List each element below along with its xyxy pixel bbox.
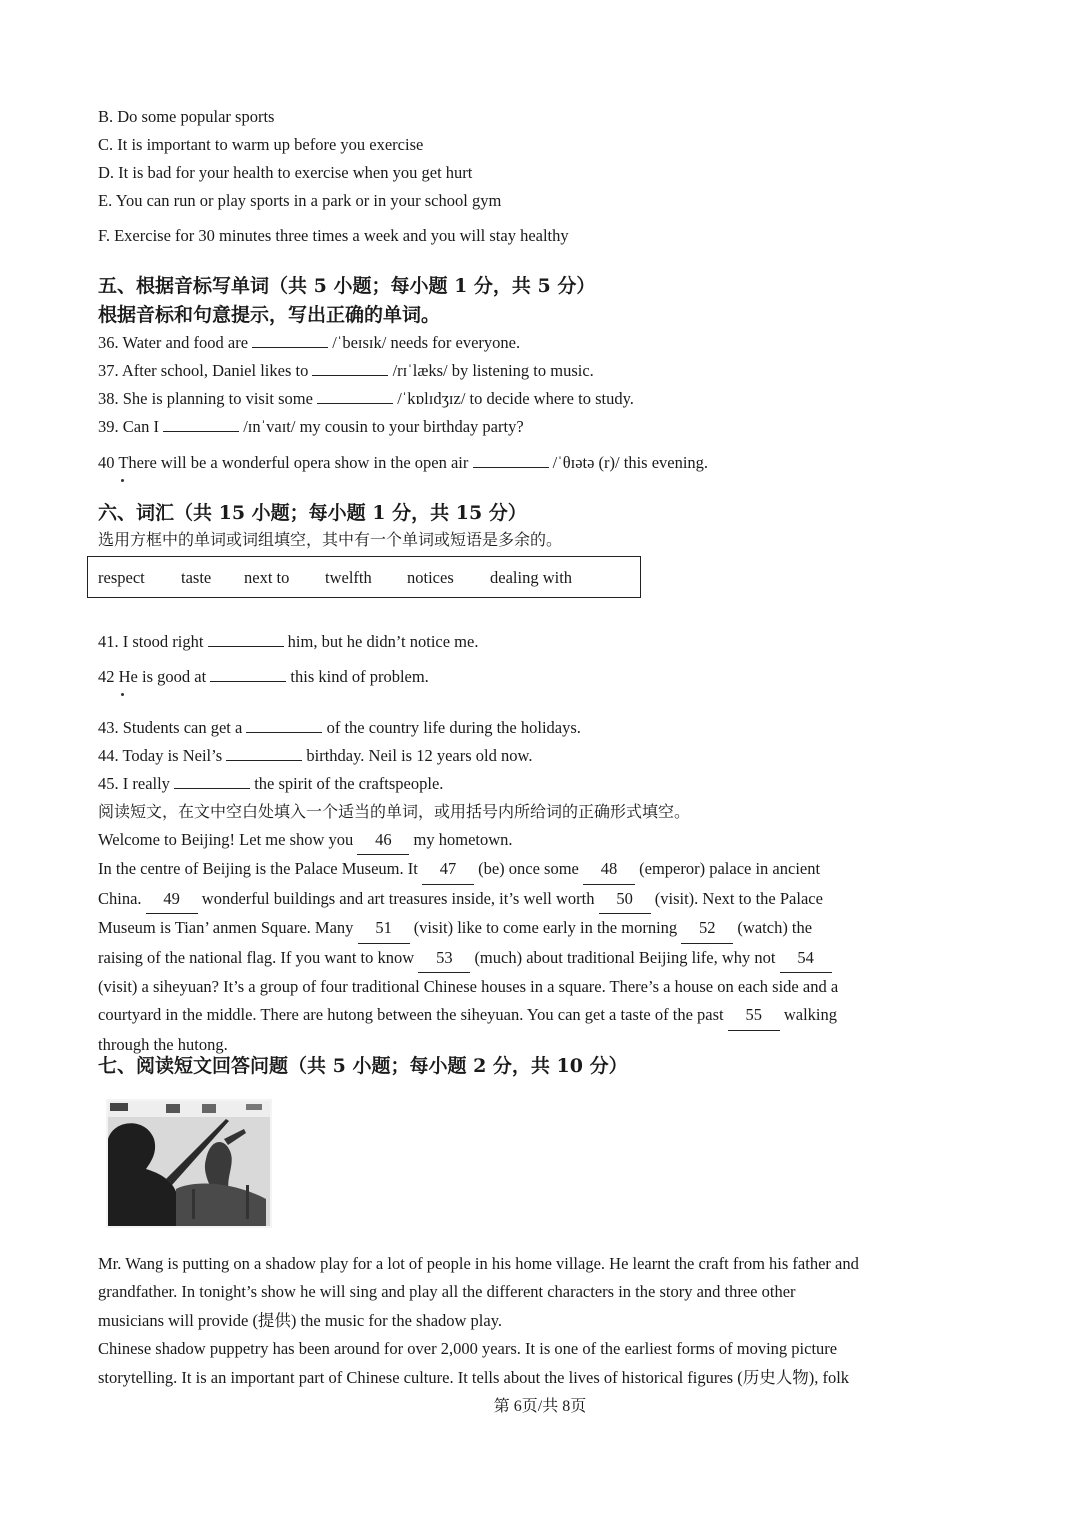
section6-heading: 六、词汇（共 15 小题；每小题 1 分，共 15 分） <box>98 502 527 524</box>
question-43: 43. Students can get a of the country life during the holidays. <box>98 718 581 737</box>
word-bank-item: twelfth <box>325 568 372 587</box>
blank-55[interactable]: 55 <box>728 1001 780 1030</box>
word-bank-box <box>87 556 641 598</box>
section7-heading: 七、阅读短文回答问题（共 5 小题；每小题 2 分，共 10 分） <box>98 1055 628 1077</box>
answer-blank-40[interactable] <box>473 453 549 468</box>
blank-47[interactable]: 47 <box>422 855 474 884</box>
dot-mark <box>121 479 124 482</box>
question-44: 44. Today is Neil’s birthday. Neil is 12 years old now. <box>98 746 533 765</box>
word-bank-item: dealing with <box>490 568 573 587</box>
option-b: B. Do some popular sports <box>98 107 275 126</box>
question-37: 37. After school, Daniel likes to /rɪˈlæks/ by listening to music. <box>98 361 594 380</box>
option-c: C. It is important to warm up before you exercise <box>98 135 424 154</box>
answer-blank-43[interactable] <box>246 718 322 733</box>
section5-instruction: 根据音标和句意提示，写出正确的单词。 <box>98 304 441 326</box>
page-number: 第 6页/共 8页 <box>493 1398 587 1415</box>
option-f: F. Exercise for 30 minutes three times a week and you will stay healthy <box>98 226 569 245</box>
answer-blank-36[interactable] <box>252 333 328 348</box>
dot-mark <box>121 693 124 696</box>
blank-46[interactable]: 46 <box>357 826 409 855</box>
section5-heading: 五、根据音标写单词（共 5 小题；每小题 1 分，共 5 分） <box>98 275 596 297</box>
answer-blank-39[interactable] <box>163 417 239 432</box>
blank-49[interactable]: 49 <box>146 885 198 914</box>
answer-blank-37[interactable] <box>312 361 388 376</box>
blank-52[interactable]: 52 <box>681 914 733 943</box>
answer-blank-44[interactable] <box>226 746 302 761</box>
question-45: 45. I really the spirit of the craftspeople. <box>98 774 444 793</box>
word-bank-item: next to <box>244 568 290 587</box>
question-39: 39. Can I /ɪnˈvaɪt/ my cousin to your birthday party? <box>98 417 524 436</box>
option-e: E. You can run or play sports in a park or in your school gym <box>98 191 502 210</box>
cloze-passage: Welcome to Beijing! Let me show you 46 my hometown. In the centre of Beijing is the Palace Museum. It 47 (be) once some 48 (emperor) palace in ancient China. 49 wonderful buildings and art treasures inside, it’s well worth 50 (visit). Next to the Palace Museum is Tian’ anmen Square. Many 51 (visit) like to come early in the morning 52 (watch) the raising of the national flag. If you want to know 53 (much) about traditional Beijing life, why not 54 (visit) a siheyuan? It’s a group of four traditional Chinese houses in a square. There’s a house on each side and a courtyard in the middle. There are hutong between the siheyuan. You can get a taste of the past 55 walking through the hutong. <box>98 826 978 1059</box>
passage-instruction: 阅读短文，在文中空白处填入一个适当的单词，或用括号内所给词的正确形式填空。 <box>98 802 691 821</box>
blank-54[interactable]: 54 <box>780 944 832 973</box>
section6-instruction: 选用方框中的单词或词组填空，其中有一个单词或短语是多余的。 <box>98 530 563 549</box>
option-d: D. It is bad for your health to exercise when you get hurt <box>98 163 473 182</box>
blank-48[interactable]: 48 <box>583 855 635 884</box>
answer-blank-42[interactable] <box>210 667 286 682</box>
answer-blank-45[interactable] <box>174 774 250 789</box>
question-42: 42 He is good at this kind of problem. <box>98 667 429 686</box>
shadow-play-photo <box>106 1099 272 1228</box>
answer-blank-41[interactable] <box>208 632 284 647</box>
question-40: 40 There will be a wonderful opera show in the open air /ˈθɪətə (r)/ this evening. <box>98 453 709 472</box>
blank-51[interactable]: 51 <box>358 914 410 943</box>
question-41: 41. I stood right him, but he didn’t notice me. <box>98 632 479 651</box>
answer-blank-38[interactable] <box>317 389 393 404</box>
blank-50[interactable]: 50 <box>599 885 651 914</box>
reading-passage: Mr. Wang is putting on a shadow play for a lot of people in his home village. He learnt the craft from his father and grandfather. In tonight’s show he will sing and play all the different characters in the story and three other musicians will provide (提供) the music for the shadow play. Chinese shadow puppetry has been around for over 2,000 years. It is one of the earliest forms of moving picture storytelling. It is an important part of Chinese culture. It tells about the lives of historical figures (历史人物), folk <box>98 1254 859 1387</box>
question-38: 38. She is planning to visit some /ˈkɒlɪdʒɪz/ to decide where to study. <box>98 389 634 408</box>
word-bank-item: notices <box>407 568 454 587</box>
question-36: 36. Water and food are /ˈbeɪsɪk/ needs for everyone. <box>98 333 521 352</box>
word-bank-item: respect <box>98 568 145 587</box>
blank-53[interactable]: 53 <box>418 944 470 973</box>
word-bank-item: taste <box>181 568 212 587</box>
